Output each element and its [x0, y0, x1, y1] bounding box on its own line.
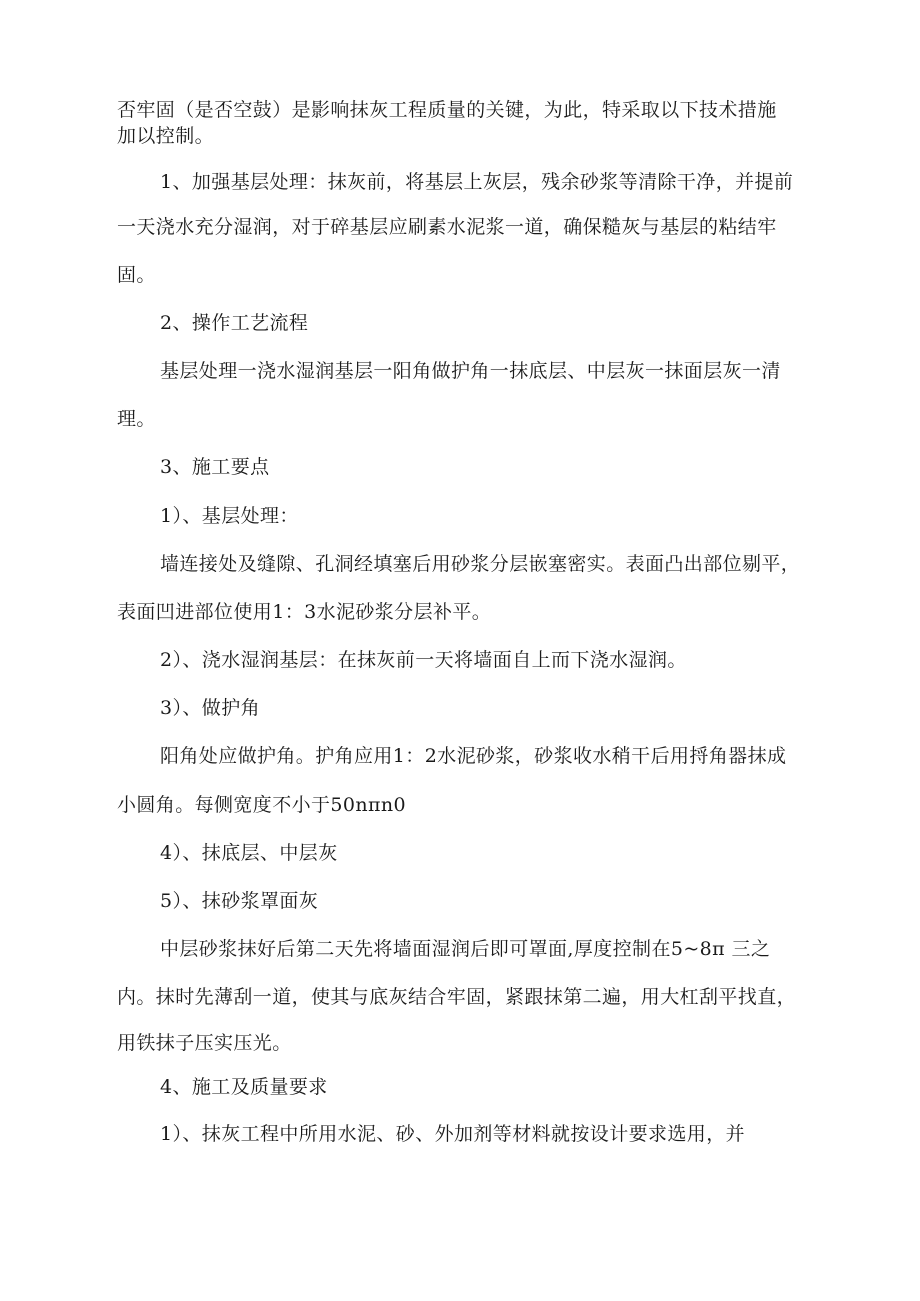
paragraph-line: 一天浇水充分湿润，对于碎基层应刷素水泥浆一道，确保糙灰与基层的粘结牢	[117, 216, 777, 238]
section-heading: 3、施工要点	[160, 456, 270, 478]
paragraph-line: 中层砂浆抹好后第二天先将墙面湿润后即可罩面,厚度控制在5~8π 三之	[160, 938, 771, 960]
subsection-heading: 1）、抹灰工程中所用水泥、砂、外加剂等材料就按设计要求选用，并	[160, 1123, 745, 1145]
subsection-heading: 4）、抹底层、中层灰	[160, 842, 338, 864]
paragraph-line: 墙连接处及缝隙、孔洞经填塞后用砂浆分层嵌塞密实。表面凸出部位剔平，	[160, 553, 801, 575]
paragraph-line: 否牢固（是否空鼓）是影响抹灰工程质量的关键，为此，特采取以下技术措施	[117, 99, 777, 121]
paragraph-line: 理。	[117, 408, 156, 430]
subsection-heading: 1）、基层处理：	[160, 505, 299, 527]
section-heading: 4、施工及质量要求	[160, 1076, 328, 1098]
subsection-heading: 2）、浇水湿润基层：在抹灰前一天将墙面自上而下浇水湿润。	[160, 649, 687, 671]
paragraph-line: 固。	[117, 264, 156, 286]
paragraph-line: 小圆角。每侧宽度不小于50nπn0	[117, 794, 407, 816]
paragraph-line: 阳角处应做护角。护角应用1：2水泥砂浆，砂浆收水稍干后用捋角器抹成	[160, 745, 787, 767]
paragraph-line: 加以控制。	[117, 125, 215, 147]
paragraph-line: 用铁抹子压实压光。	[117, 1032, 292, 1054]
paragraph-line: 基层处理一浇水湿润基层一阳角做护角一抹底层、中层灰一抹面层灰一清	[160, 360, 781, 382]
paragraph-line: 内。抹时先薄刮一道，使其与底灰结合牢固，紧跟抹第二遍，用大杠刮平找直，	[117, 986, 797, 1008]
subsection-heading: 3）、做护角	[160, 697, 260, 719]
section-heading: 2、操作工艺流程	[160, 312, 309, 334]
paragraph-line: 表面凹进部位使用1：3水泥砂浆分层补平。	[117, 601, 492, 623]
subsection-heading: 5）、抹砂浆罩面灰	[160, 890, 319, 912]
section-line: 1、加强基层处理：抹灰前，将基层上灰层，残余砂浆等清除干净，并提前	[160, 171, 794, 193]
